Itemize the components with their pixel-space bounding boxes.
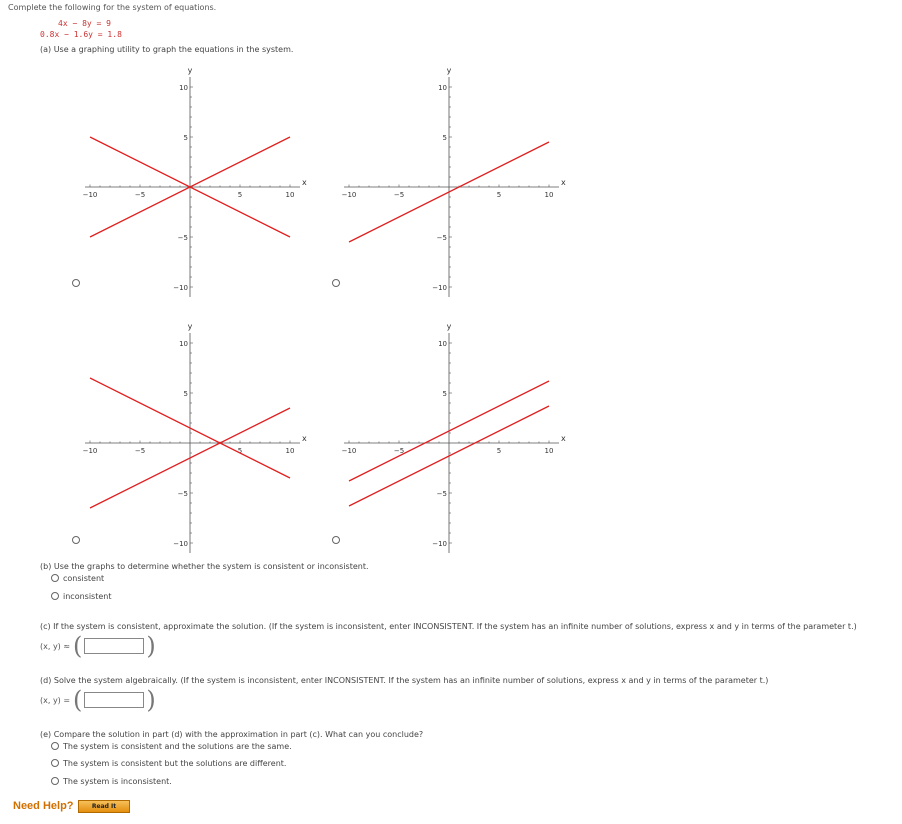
graph-3-radio[interactable] <box>72 536 80 544</box>
intro-text: Complete the following for the system of equations. <box>8 3 217 12</box>
option-inconsistent-e[interactable] <box>51 777 172 786</box>
x-tick-label: 5 <box>237 191 243 199</box>
part-d-answer-row <box>40 688 156 712</box>
graph-2-svg <box>339 62 566 292</box>
y-tick-label: 5 <box>442 390 447 398</box>
x-axis-label: x <box>302 178 307 187</box>
x-tick-label: −10 <box>82 447 98 455</box>
part-a-prompt: (a) Use a graphing utility to graph the equations in the system. <box>40 45 294 54</box>
x-axis-label: x <box>302 434 307 443</box>
graph-option-1 <box>80 62 307 292</box>
different-label: The system is consistent but the solutions are different. <box>63 759 287 768</box>
x-tick-label: −5 <box>393 191 405 199</box>
read-it-button[interactable]: Read It <box>78 800 130 813</box>
x-tick-label: −5 <box>134 191 146 199</box>
part-b-prompt: (b) Use the graphs to determine whether the system is consistent or inconsistent. <box>40 562 369 571</box>
x-axis-label: x <box>561 434 566 443</box>
x-tick-label: 10 <box>285 447 295 455</box>
consistent-label: consistent <box>63 574 105 583</box>
option-different[interactable] <box>51 759 286 768</box>
graph-2-radio[interactable] <box>332 279 340 287</box>
different-radio[interactable] <box>51 759 59 767</box>
y-axis-label: y <box>446 66 452 75</box>
graph-option-4 <box>339 318 566 548</box>
same-radio[interactable] <box>51 742 59 750</box>
inconsistent-radio[interactable] <box>51 592 59 600</box>
x-tick-label: −10 <box>341 447 357 455</box>
x-tick-label: 5 <box>237 447 243 455</box>
x-tick-label: 5 <box>496 447 502 455</box>
y-tick-label: −5 <box>436 490 447 498</box>
y-tick-label: 5 <box>442 134 447 142</box>
graph-4-svg <box>339 318 566 548</box>
option-inconsistent[interactable] <box>51 592 111 601</box>
option-same[interactable] <box>51 742 292 751</box>
need-help-label: Need Help? <box>13 800 74 812</box>
y-tick-label: −5 <box>177 234 188 242</box>
graph-option-3 <box>80 318 307 548</box>
same-label: The system is consistent and the solutions are the same. <box>63 742 292 751</box>
y-tick-label: 10 <box>179 340 188 348</box>
consistent-radio[interactable] <box>51 574 59 582</box>
part-c-answer-input[interactable] <box>84 638 144 654</box>
part-d-answer-input[interactable] <box>84 692 144 708</box>
graph-3-svg <box>80 318 307 548</box>
graph-1-radio[interactable] <box>72 279 80 287</box>
y-tick-label: 10 <box>438 84 447 92</box>
x-tick-label: −10 <box>341 191 357 199</box>
y-tick-label: −10 <box>173 284 188 292</box>
y-tick-label: −10 <box>432 284 447 292</box>
graph-4-radio[interactable] <box>332 536 340 544</box>
close-paren: ) <box>146 632 156 660</box>
x-tick-label: 10 <box>544 191 554 199</box>
part-c-answer-row <box>40 634 156 658</box>
part-d-label: (x, y) = <box>40 695 71 705</box>
x-tick-label: −5 <box>393 447 405 455</box>
inconsistent-e-label: The system is inconsistent. <box>63 777 172 786</box>
x-tick-label: −10 <box>82 191 98 199</box>
y-axis-label: y <box>187 66 193 75</box>
y-axis-label: y <box>446 322 452 331</box>
y-tick-label: 10 <box>179 84 188 92</box>
y-tick-label: 5 <box>183 390 188 398</box>
part-c-label: (x, y) ≈ <box>40 641 71 651</box>
equation-2: 0.8x − 1.6y = 1.8 <box>40 30 122 39</box>
inconsistent-label: inconsistent <box>63 592 112 601</box>
x-tick-label: 10 <box>544 447 554 455</box>
close-paren: ) <box>146 686 156 714</box>
y-tick-label: 10 <box>438 340 447 348</box>
graph-1-svg <box>80 62 307 292</box>
part-d-prompt: (d) Solve the system algebraically. (If the system is inconsistent, enter INCONSISTENT. If the system has an infinite number of solutions, express x and y in terms of the parameter t.) <box>40 676 769 685</box>
x-tick-label: −5 <box>134 447 146 455</box>
x-axis-label: x <box>561 178 566 187</box>
x-tick-label: 5 <box>496 191 502 199</box>
y-tick-label: −5 <box>177 490 188 498</box>
graph-option-2 <box>339 62 566 292</box>
part-c-prompt: (c) If the system is consistent, approximate the solution. (If the system is inconsistent, enter INCONSISTENT. If the system has an infinite number of solutions, express x and y in terms of the parameter t.) <box>40 622 857 631</box>
y-tick-label: −10 <box>173 540 188 548</box>
y-axis-label: y <box>187 322 193 331</box>
y-tick-label: −5 <box>436 234 447 242</box>
open-paren: ( <box>73 686 83 714</box>
y-tick-label: −10 <box>432 540 447 548</box>
x-tick-label: 10 <box>285 191 295 199</box>
inconsistent-e-radio[interactable] <box>51 777 59 785</box>
y-tick-label: 5 <box>183 134 188 142</box>
option-consistent[interactable] <box>51 574 104 583</box>
part-e-prompt: (e) Compare the solution in part (d) with the approximation in part (c). What can you conclude? <box>40 730 424 739</box>
open-paren: ( <box>73 632 83 660</box>
equation-1: 4x − 8y = 9 <box>58 19 111 28</box>
